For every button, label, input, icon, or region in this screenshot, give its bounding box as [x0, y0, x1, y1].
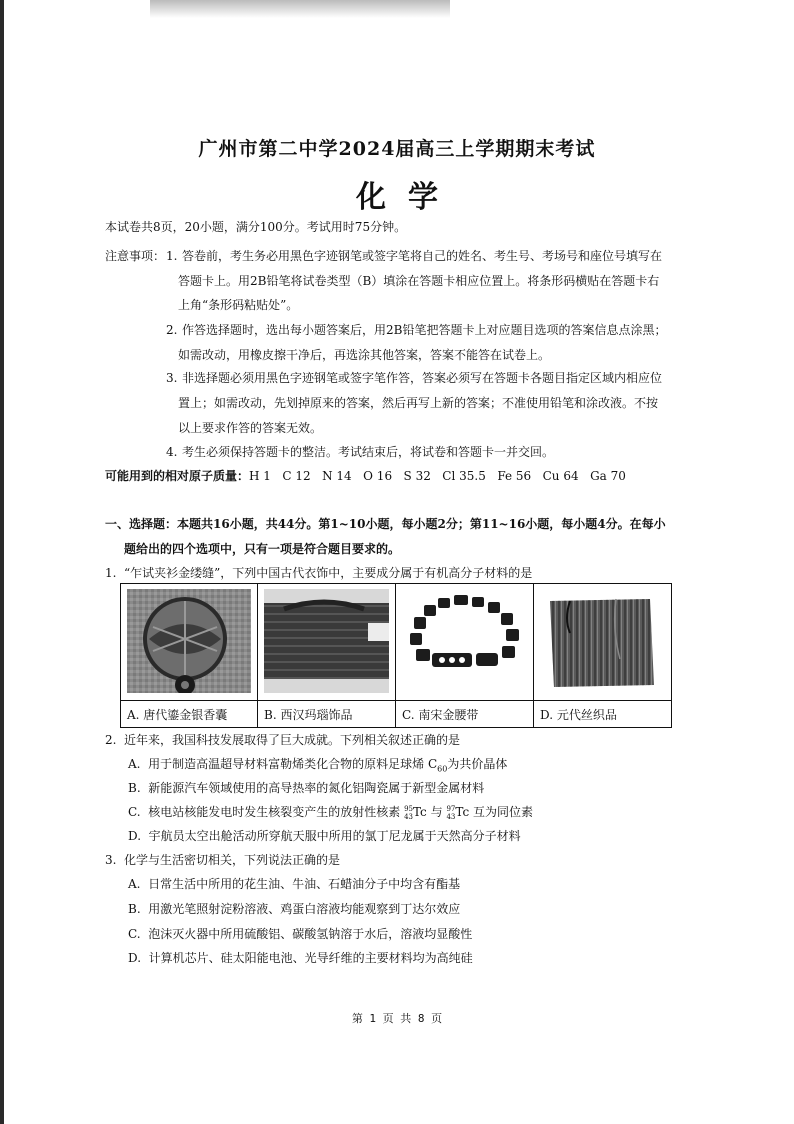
notice-number: 2. — [166, 323, 178, 337]
option-text: 泡沫灭火器中所用硫酸铝、碳酸氢钠溶于水后，溶液均显酸性 — [148, 927, 473, 941]
q1-option-a-label: A. 唐代鎏金银香囊 — [127, 708, 228, 722]
agate-photo — [264, 589, 389, 693]
atomic-number: 43 — [404, 812, 413, 821]
q1-option-table — [120, 583, 672, 728]
option-letter: C. — [128, 927, 141, 941]
mass-number: 95 — [404, 804, 413, 813]
option-text: 计算机芯片、硅太阳能电池、光导纤维的主要材料均为高纯硅 — [148, 951, 473, 965]
atomic-mass-cu: Cu 64 — [542, 469, 579, 483]
page-footer: 第 1 页 共 8 页 — [351, 1012, 443, 1025]
q2-option-d — [128, 828, 521, 844]
option-letter: B. — [128, 902, 141, 916]
section-heading-line1: 一、选择题：本题共16小题，共44分。第1~10小题，每小题2分；第11~16小题，每小题4分。在每小 — [105, 517, 666, 531]
atomic-mass-c: C 12 — [282, 469, 311, 483]
atomic-mass-o: O 16 — [363, 469, 393, 483]
q3-option-c — [128, 926, 472, 942]
q1-stem: “乍试夹衫金缕缝”，下列中国古代衣饰中，主要成分属于有机高分子材料的是 — [124, 566, 533, 580]
notice-line: 如需改动，用橡皮擦干净后，再选涂其他答案，答案不能答在试卷上。 — [178, 348, 551, 362]
notice-line: 作答选择题时，选出每小题答案后，用2B铅笔把答题卡上对应题目选项的答案信息点涂黑； — [182, 323, 667, 337]
notice-line: 答卷前，考生务必用黑色字迹钢笔或签字笔将自己的姓名、考生号、考场号和座位号填写在 — [182, 249, 663, 263]
element-symbol: Tc — [455, 805, 470, 819]
atomic-mass-h: H 1 — [249, 469, 271, 483]
atomic-mass-fe: Fe 56 — [497, 469, 532, 483]
q1-option-c-label: C. 南宋金腰带 — [402, 708, 479, 722]
exam-title: 广州市第二中学2024届高三上学期期末考试 — [198, 138, 596, 160]
section-heading-line2: 题给出的四个选项中，只有一项是符合题目要求的。 — [124, 542, 401, 556]
notice-line: 考生必须保持答题卡的整洁。考试结束后，将试卷和答题卡一并交回。 — [182, 445, 555, 459]
scan-shadow — [150, 0, 450, 18]
q1-option-c — [396, 584, 533, 727]
scan-edge — [0, 0, 4, 1124]
sachet-photo — [127, 589, 251, 693]
belt-photo — [402, 589, 527, 693]
subject-title: 化学 — [356, 180, 460, 215]
q2-option-a — [128, 756, 507, 777]
notice-line: 答题卡上。用2B铅笔将试卷类型（B）填涂在答题卡相应位置上。将条形码横贴在答题卡右 — [178, 274, 660, 288]
intro-text: 本试卷共8页，20小题，满分100分。考试用时75分钟。 — [105, 220, 407, 234]
notice-number: 4. — [166, 445, 178, 459]
option-text: 为共价晶体 — [447, 757, 508, 771]
option-text: 宇航员太空出舱活动所穿航天服中所用的氯丁尼龙属于天然高分子材料 — [148, 829, 521, 843]
option-text: 用于制造高温超导材料富勒烯类化合物的原料足球烯 C — [148, 757, 438, 771]
q3-option-a — [128, 876, 460, 892]
atomic-mass-s: S 32 — [403, 469, 431, 483]
q2-option-c — [128, 804, 533, 821]
atomic-mass-cl: Cl 35.5 — [442, 469, 486, 483]
nuclide-notation — [404, 805, 413, 821]
atomic-number: 43 — [446, 812, 456, 821]
option-letter: D. — [128, 951, 142, 965]
option-letter: B. — [128, 781, 141, 795]
option-text: 互为同位素 — [473, 805, 534, 819]
notice-line: 以上要求作答的答案无效。 — [178, 421, 323, 435]
subscript: 60 — [437, 764, 448, 774]
q3-option-d — [128, 950, 473, 966]
option-text: 新能源汽车领域使用的高导热率的氮化铝陶瓷属于新型金属材料 — [148, 781, 485, 795]
option-letter: D. — [128, 829, 142, 843]
option-text: 核电站核能发电时发生核裂变产生的放射性核素 — [148, 805, 401, 819]
notice-label: 注意事项： — [105, 249, 166, 263]
q1-number: 1. — [105, 566, 117, 580]
mass-number: 97 — [446, 804, 456, 813]
notice-number: 1. — [166, 249, 178, 263]
q1-option-d — [534, 584, 671, 727]
q1-option-b — [258, 584, 395, 727]
q1-option-a — [121, 584, 257, 727]
atomic-mass-ga: Ga 70 — [590, 469, 626, 483]
q3-stem: 化学与生活密切相关，下列说法正确的是 — [124, 853, 341, 867]
option-text: 用激光笔照射淀粉溶液、鸡蛋白溶液均能观察到丁达尔效应 — [148, 902, 461, 916]
option-text: 与 — [430, 805, 443, 819]
q2-number: 2. — [105, 733, 117, 747]
option-letter: A. — [128, 877, 141, 891]
option-letter: A. — [128, 757, 141, 771]
q1-option-d-label: D. 元代丝织品 — [540, 708, 617, 722]
notice-line: 非选择题必须用黑色字迹钢笔或签字笔作答，答案必须写在答题卡各题目指定区域内相应位 — [182, 371, 663, 385]
option-letter: C. — [128, 805, 141, 819]
element-symbol: Tc — [412, 805, 427, 819]
notice-line: 置上；如需改动，先划掉原来的答案，然后再写上新的答案；不准使用铅笔和涂改液。不按 — [178, 396, 659, 410]
notice-line: 上角“条形码粘贴处”。 — [178, 298, 299, 312]
q3-option-b — [128, 901, 460, 917]
q3-number: 3. — [105, 853, 117, 867]
silk-photo — [540, 589, 665, 693]
q2-option-b — [128, 780, 484, 796]
atomic-masses — [105, 468, 626, 484]
atomic-masses-label: 可能用到的相对原子质量： — [105, 469, 250, 483]
notice-number: 3. — [166, 371, 178, 385]
atomic-mass-n: N 14 — [322, 469, 352, 483]
q2-stem: 近年来，我国科技发展取得了巨大成就。下列相关叙述正确的是 — [124, 733, 461, 747]
option-text: 日常生活中所用的花生油、牛油、石蜡油分子中均含有酯基 — [148, 877, 461, 891]
q1-option-b-label: B. 西汉玛瑙饰品 — [264, 708, 353, 722]
